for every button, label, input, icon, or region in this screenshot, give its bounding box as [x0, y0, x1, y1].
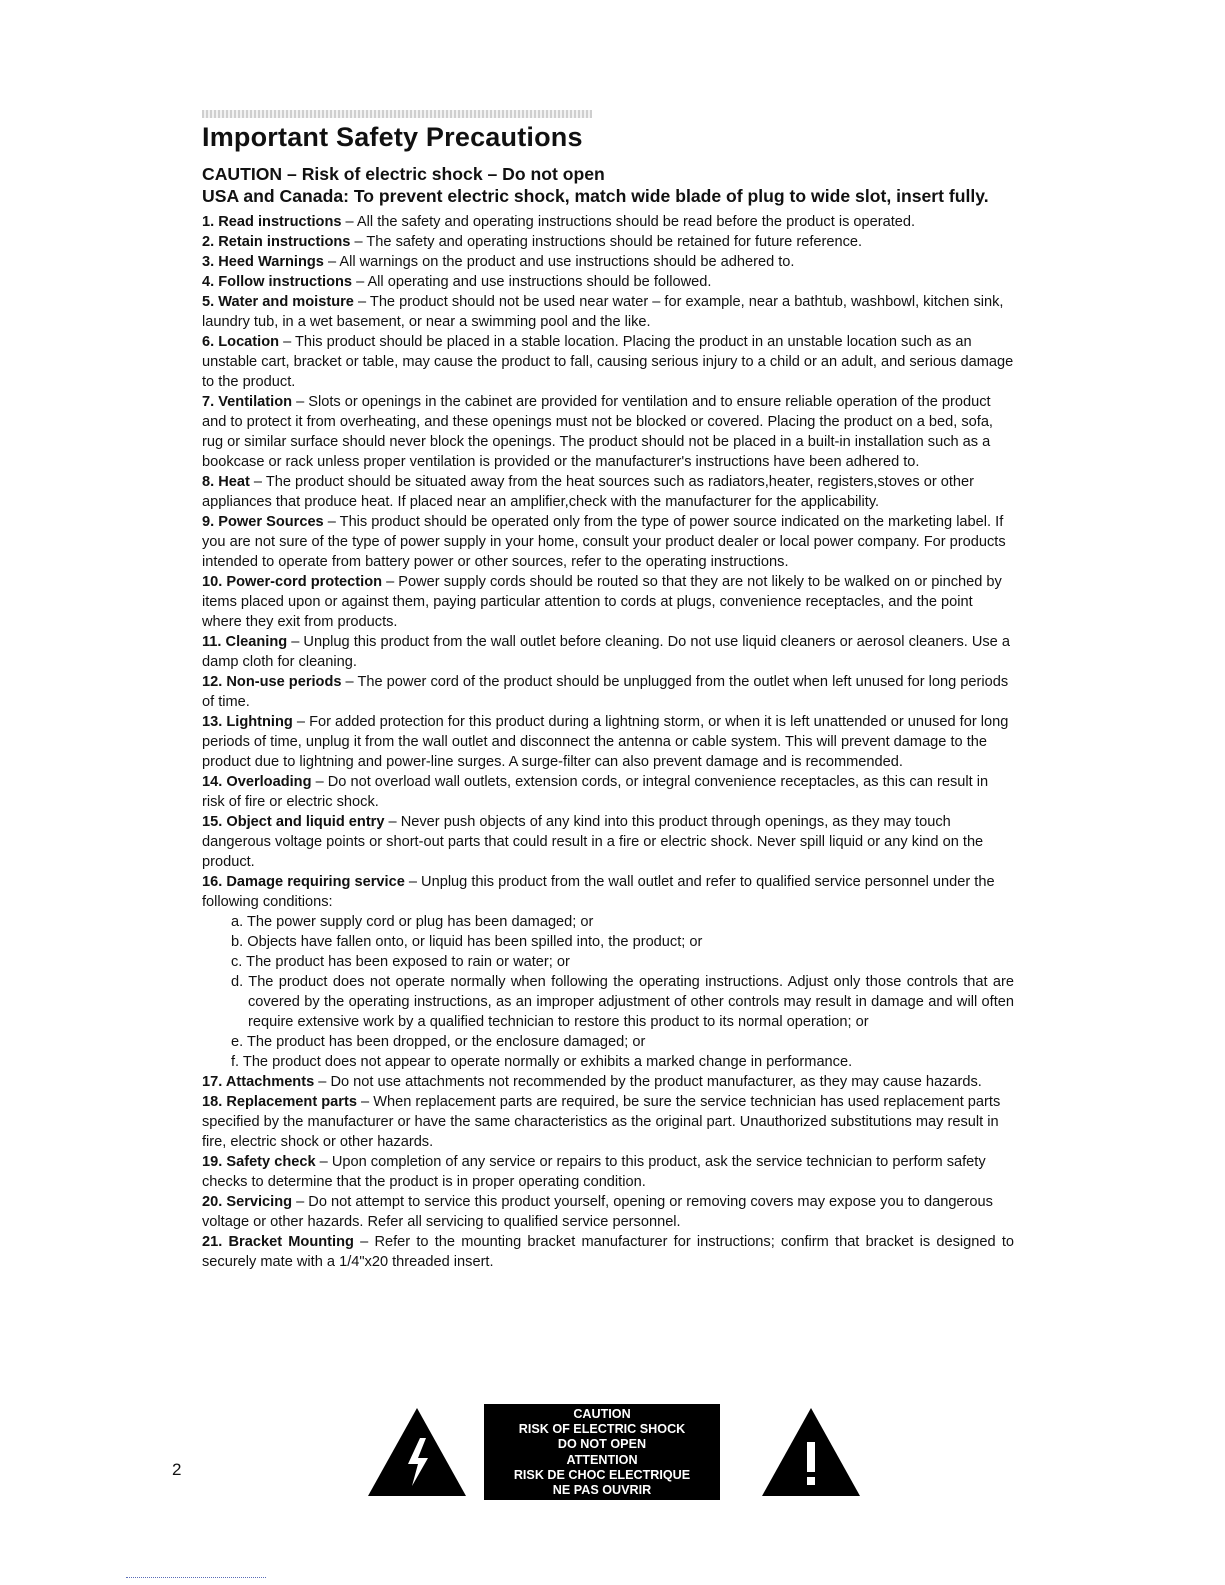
precaution-number: 4. — [202, 274, 215, 290]
precaution-number: 7. — [202, 394, 215, 410]
service-condition-item — [202, 932, 1014, 952]
precaution-text: Unplug this product from the wall outlet and refer to qualified service personnel under the following conditions: — [202, 874, 995, 910]
precaution-title: Read instructions — [218, 214, 342, 230]
precaution-label — [202, 254, 324, 270]
precaution-number: 11. — [202, 634, 222, 650]
caution-label-line: RISK DE CHOC ELECTRIQUE — [513, 1467, 691, 1482]
dash-separator: – — [352, 274, 368, 290]
precaution-label — [202, 1234, 354, 1250]
precaution-label — [202, 514, 324, 530]
precaution-number: 6. — [202, 334, 215, 350]
precaution-title: Lightning — [226, 714, 293, 730]
precaution-title: Overloading — [226, 774, 312, 790]
condition-text: The product has been exposed to rain or water; or — [246, 954, 570, 970]
precaution-number: 9. — [202, 514, 215, 530]
precaution-number: 17. — [202, 1074, 223, 1090]
precaution-item — [202, 212, 1014, 232]
condition-text: The product does not operate normally when following the operating instructions. Adjust only those controls that are covered by the operating instructions, as an improper adjustment of other controls may result in damage and will often require extensive work by a qualified technician to restore this product to its normal operation; or — [248, 974, 1014, 1030]
precaution-item — [202, 572, 1014, 632]
precaution-number: 5. — [202, 294, 215, 310]
precaution-item — [202, 272, 1014, 292]
precaution-item — [202, 292, 1014, 332]
caution-heading: CAUTION – Risk of electric shock – Do not open — [202, 164, 605, 184]
precaution-text: The product should not be used near water – for example, near a bathtub, washbowl, kitchen sink, laundry tub, in a wet basement, or near a swimming pool and the like. — [202, 294, 1004, 330]
dash-separator: – — [353, 1234, 375, 1250]
dash-separator: – — [311, 774, 328, 790]
precaution-item — [202, 632, 1014, 672]
precaution-text: Upon completion of any service or repairs to this product, ask the service technician to perform safety checks to determine that the product is in proper operating condition. — [202, 1154, 986, 1190]
precaution-item — [202, 1092, 1014, 1152]
caution-label-line: RISK OF ELECTRIC SHOCK — [518, 1422, 686, 1437]
plug-instruction-heading: USA and Canada: To prevent electric shock, match wide blade of plug to wide slot, insert fully. — [202, 186, 989, 206]
precaution-title: Servicing — [226, 1194, 293, 1210]
header-rule — [202, 110, 592, 118]
precaution-text: The power cord of the product should be unplugged from the outlet when left unused for long periods of time. — [202, 674, 1009, 710]
service-condition-item — [202, 972, 1014, 1032]
service-condition-item — [202, 952, 1014, 972]
precaution-title: Attachments — [225, 1074, 315, 1090]
precaution-text: Do not attempt to service this product yourself, opening or removing covers may expose you to dangerous voltage or other hazards. Refer all servicing to qualified service personnel. — [202, 1194, 993, 1230]
precaution-text: The safety and operating instructions should be retained for future reference. — [366, 234, 863, 250]
precaution-label — [202, 1154, 316, 1170]
service-condition-item — [202, 912, 1014, 932]
precaution-title: Water and moisture — [218, 294, 354, 310]
precaution-item — [202, 1152, 1014, 1192]
precaution-item — [202, 812, 1014, 832]
precaution-number: 1. — [202, 214, 215, 230]
precaution-label — [202, 274, 352, 290]
precaution-item — [202, 1192, 1014, 1232]
precaution-title: Safety check — [226, 1154, 316, 1170]
precaution-label — [202, 1194, 292, 1210]
dash-separator: – — [356, 1094, 374, 1110]
precaution-title: Heed Warnings — [218, 254, 324, 270]
precaution-number: 19. — [202, 1154, 223, 1170]
precautions-list — [202, 212, 1014, 1272]
precaution-text: When replacement parts are required, be sure the service technician has used replacement parts specified by the manufacturer or have the same characteristics as the original part. Unauthorized substitutions may result in fire, electric shock or other hazards. — [202, 1094, 1001, 1150]
precaution-number: 18. — [202, 1094, 223, 1110]
precaution-item — [202, 232, 1014, 252]
precaution-text: For added protection for this product during a lightning storm, or when it is left unattended or unused for long periods of time, unplug it from the wall outlet and disconnect the antenna or cable system. This will prevent damage to the product due to lightning and power-line surges. A surge-filter can also prevent damage and is recommended. — [202, 714, 1009, 770]
precaution-item — [202, 872, 1014, 912]
precaution-label — [202, 574, 382, 590]
precaution-number: 13. — [202, 714, 223, 730]
dash-separator: – — [341, 674, 358, 690]
condition-letter: c. — [231, 954, 243, 970]
dash-separator: – — [292, 714, 310, 730]
precaution-item — [202, 712, 1014, 772]
condition-letter: b. — [231, 934, 244, 950]
precaution-label — [202, 634, 287, 650]
precaution-number: 2. — [202, 234, 215, 250]
condition-letter: f. — [231, 1054, 240, 1070]
precaution-number: 10. — [202, 574, 223, 590]
caution-label-line: DO NOT OPEN — [557, 1437, 647, 1452]
precaution-text: Power supply cords should be routed so that they are not likely to be walked on or pinched by items placed upon or against them, paying particular attention to cords at plugs, convenience receptacles, and the point where they exit from products. — [202, 574, 1002, 630]
dash-separator: – — [315, 1154, 332, 1170]
precaution-item — [202, 672, 1014, 712]
precaution-text: This product should be operated only from the type of power source indicated on the marketing label. If you are not sure of the type of power supply in your home, consult your product dealer or local power company. For products intended to operate from battery power or other sources, refer to the operating instructions. — [202, 514, 1006, 570]
service-condition-item — [202, 1052, 1014, 1072]
precaution-title: Retain instructions — [218, 234, 351, 250]
precaution-text: All warnings on the product and use instructions should be adhered to. — [339, 254, 795, 270]
precaution-number: 12. — [202, 674, 223, 690]
precaution-label — [202, 1074, 314, 1090]
dash-separator: – — [323, 254, 340, 270]
precaution-label — [202, 234, 350, 250]
precaution-item — [202, 1072, 1014, 1092]
precaution-item — [202, 392, 1014, 472]
condition-letter: e. — [231, 1034, 244, 1050]
page-title: Important Safety Precautions — [202, 122, 583, 152]
precaution-label — [202, 474, 250, 490]
precaution-item — [202, 512, 1014, 572]
precaution-number: 20. — [202, 1194, 223, 1210]
precaution-text: Slots or openings in the cabinet are provided for ventilation and to ensure reliable operation of the product and to protect it from overheating, and these openings must not be blocked or covered. Placing the product on a bed, sofa, rug or similar surface should never block the openings. The product should not be placed in a built-in installation such as a bookcase or rack unless proper ventilation is provided or the manufacturer's instructions have been adhered to. — [202, 394, 993, 470]
precaution-text: This product should be placed in a stable location. Placing the product in an unstable location such as an unstable cart, bracket or table, may cause the product to fall, causing serious injury to a child or an adult, and serious damage to the product. — [202, 334, 1014, 390]
precaution-title: Ventilation — [218, 394, 293, 410]
dash-separator: – — [350, 234, 367, 250]
dash-separator: – — [279, 334, 296, 350]
condition-text: The product does not appear to operate normally or exhibits a marked change in performance. — [242, 1054, 853, 1070]
precaution-text: Refer to the mounting bracket manufacturer for instructions; confirm that bracket is designed to securely mate with a 1/4"x20 threaded insert. — [202, 1234, 1014, 1270]
precaution-item — [202, 1232, 1014, 1272]
footer-link-underline — [126, 1577, 266, 1579]
precaution-label — [202, 334, 279, 350]
precaution-label — [202, 294, 354, 310]
precaution-item — [202, 472, 1014, 512]
caution-label-line: NE PAS OUVRIR — [552, 1483, 652, 1498]
precaution-text: Do not overload wall outlets, extension cords, or integral convenience receptacles, as this can result in risk of fire or electric shock. — [202, 774, 989, 810]
precaution-label — [202, 674, 342, 690]
precaution-continuation: dangerous voltage points or short-out parts that could result in a fire or electric shock. Never spill liquid or any kind on the product. — [202, 834, 984, 870]
precaution-item — [202, 252, 1014, 272]
dash-separator: – — [292, 1194, 309, 1210]
precaution-title: Follow instructions — [218, 274, 353, 290]
precaution-label — [202, 774, 312, 790]
precaution-label — [202, 1094, 357, 1110]
precaution-text: Unplug this product from the wall outlet before cleaning. Do not use liquid cleaners or aerosol cleaners. Use a damp cloth for cleaning. — [202, 634, 1010, 670]
precaution-title: Cleaning — [225, 634, 288, 650]
precaution-text: Never push objects of any kind into this product through openings, as they may touch — [400, 814, 951, 830]
precaution-title: Bracket Mounting — [228, 1234, 354, 1250]
precaution-label — [202, 394, 292, 410]
precaution-number: 21. — [202, 1234, 223, 1250]
dash-separator: – — [384, 814, 401, 830]
precaution-text: All operating and use instructions should be followed. — [367, 274, 712, 290]
dash-separator: – — [287, 634, 304, 650]
page-number: 2 — [172, 1460, 182, 1479]
precaution-title: Damage requiring service — [226, 874, 405, 890]
precaution-number: 8. — [202, 474, 215, 490]
lightning-warning-icon — [368, 1408, 466, 1496]
service-condition-item — [202, 1032, 1014, 1052]
precaution-number: 14. — [202, 774, 223, 790]
dash-separator: – — [382, 574, 399, 590]
dash-separator: – — [353, 294, 370, 310]
precaution-title: Replacement parts — [226, 1094, 357, 1110]
precaution-text: The product should be situated away from the heat sources such as radiators,heater, registers,stoves or other appliances that produce heat. If placed near an amplifier,check with the manufacturer for the applicability. — [202, 474, 975, 510]
dash-separator: – — [404, 874, 422, 890]
condition-text: The product has been dropped, or the enclosure damaged; or — [246, 1034, 646, 1050]
precaution-text: Do not use attachments not recommended by the product manufacturer, as they may cause hazards. — [330, 1074, 982, 1090]
precaution-label — [202, 814, 384, 830]
condition-text: The power supply cord or plug has been damaged; or — [246, 914, 594, 930]
dash-separator: – — [323, 514, 340, 530]
precaution-title: Object and liquid entry — [226, 814, 385, 830]
dash-separator: – — [314, 1074, 331, 1090]
precaution-title: Location — [218, 334, 280, 350]
precaution-number: 16. — [202, 874, 223, 890]
precaution-title: Non-use periods — [226, 674, 342, 690]
condition-letter: a. — [231, 914, 244, 930]
precaution-title: Power-cord protection — [226, 574, 383, 590]
dash-separator: – — [292, 394, 309, 410]
precaution-label — [202, 874, 405, 890]
precaution-label — [202, 214, 342, 230]
exclamation-warning-icon — [762, 1408, 860, 1496]
precaution-text: All the safety and operating instructions should be read before the product is operated. — [356, 214, 916, 230]
condition-text: Objects have fallen onto, or liquid has been spilled into, the product; or — [247, 934, 703, 950]
caution-label-line: ATTENTION — [566, 1452, 638, 1467]
precaution-title: Heat — [218, 474, 250, 490]
electric-shock-caution-label — [484, 1404, 720, 1500]
precaution-item — [202, 332, 1014, 392]
precaution-item — [202, 772, 1014, 812]
caution-label-line: CAUTION — [573, 1407, 631, 1421]
condition-letter: d. — [231, 974, 244, 990]
precaution-number: 3. — [202, 254, 215, 270]
dash-separator: – — [341, 214, 357, 230]
dash-separator: – — [249, 474, 266, 490]
precaution-title: Power Sources — [218, 514, 324, 530]
precaution-label — [202, 714, 293, 730]
precaution-number: 15. — [202, 814, 223, 830]
